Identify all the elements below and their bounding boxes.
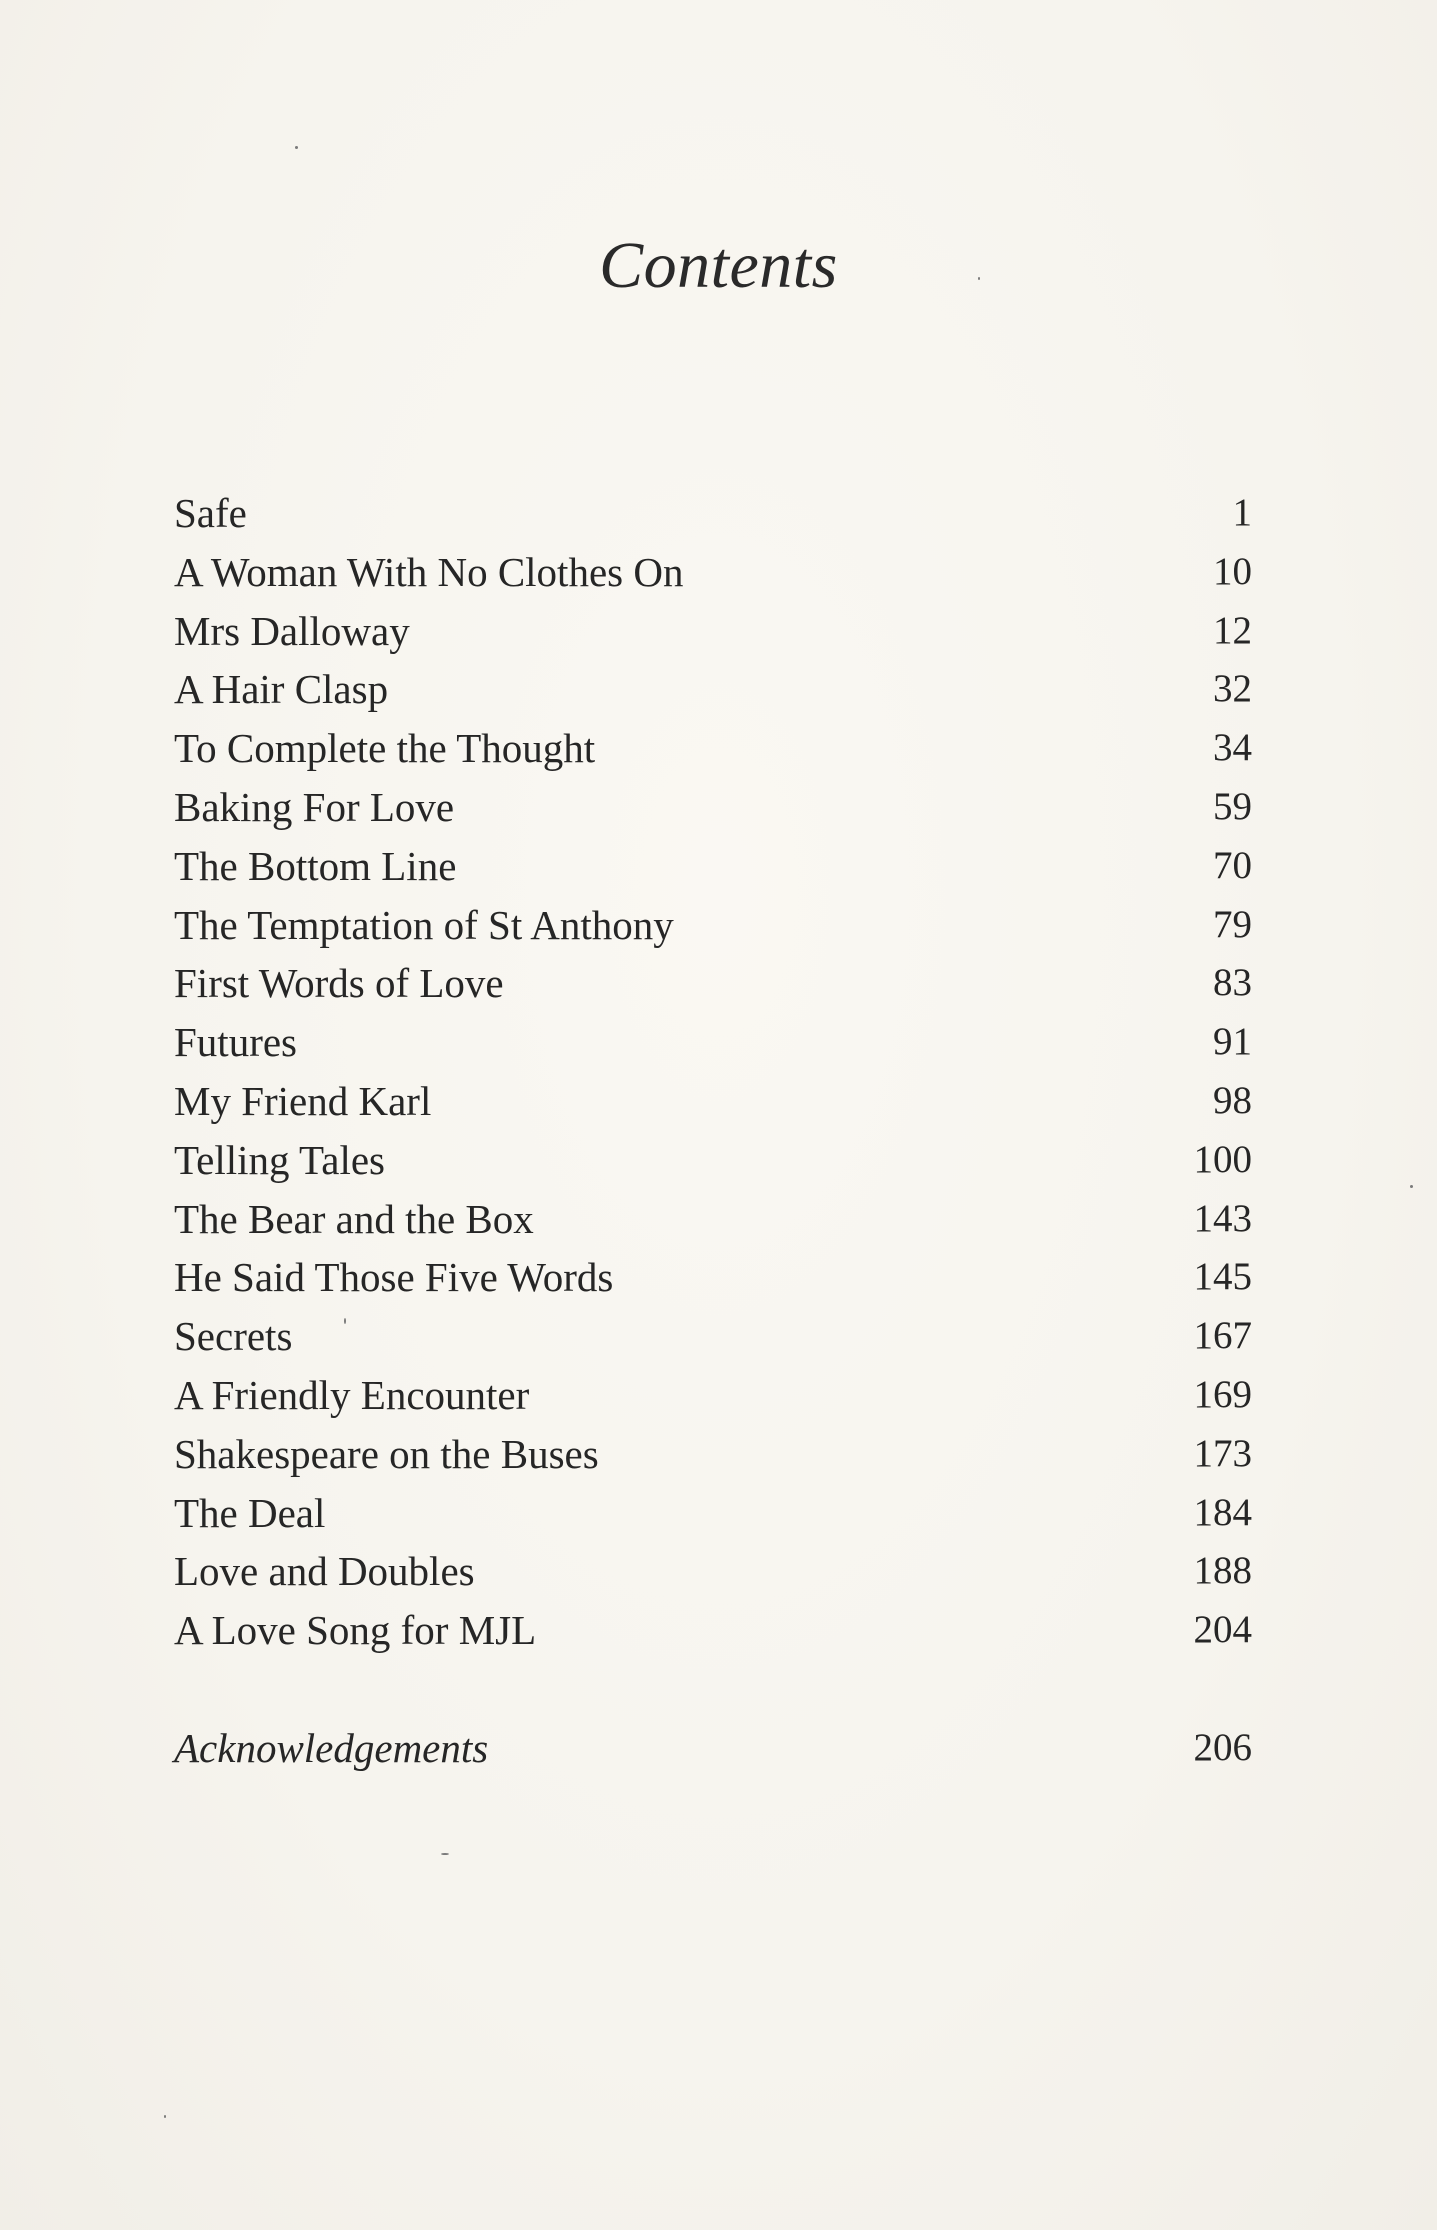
toc-entry-title: Telling Tales <box>174 1136 385 1183</box>
toc-entry-title: Safe <box>174 490 247 536</box>
toc-entry <box>174 1484 1252 1543</box>
toc-entry-page: 1 <box>1232 491 1252 534</box>
toc-entry-title: My Friend Karl <box>174 1077 432 1124</box>
toc-entry-page: 79 <box>1213 902 1252 946</box>
paper-speck <box>441 1853 449 1855</box>
paper-speck <box>344 1318 346 1324</box>
toc-entry <box>174 484 1252 543</box>
toc-entry-title: He Said Those Five Words <box>174 1254 614 1301</box>
toc-entry <box>174 660 1252 719</box>
toc-entry <box>174 1366 1252 1425</box>
toc-entry <box>174 837 1252 896</box>
toc-entry <box>174 1307 1252 1366</box>
toc-entry-page: 34 <box>1213 726 1252 770</box>
toc-entry-title: Mrs Dalloway <box>174 607 410 654</box>
toc-entry-title: The Deal <box>174 1489 326 1536</box>
paper-speck <box>1410 1185 1413 1188</box>
toc-entry-page: 91 <box>1213 1020 1252 1064</box>
table-of-contents <box>174 484 1252 1660</box>
toc-entry <box>174 1248 1252 1307</box>
toc-entry <box>174 1190 1252 1249</box>
acknowledgements-entry <box>174 1718 1252 1778</box>
paper-speck <box>978 277 980 280</box>
toc-entry <box>174 1542 1252 1601</box>
toc-entry <box>174 896 1252 955</box>
toc-entry-page: 70 <box>1213 843 1252 887</box>
toc-entry-title: Futures <box>174 1019 297 1066</box>
toc-entry-title: A Friendly Encounter <box>174 1371 530 1418</box>
toc-entry-page: 83 <box>1213 961 1252 1005</box>
toc-entry <box>174 1131 1252 1190</box>
toc-entry-title: Baking For Love <box>174 783 455 830</box>
toc-entry-page: 98 <box>1213 1078 1252 1122</box>
toc-entry-title: Love and Doubles <box>174 1548 475 1595</box>
paper-speck <box>164 2115 166 2118</box>
toc-entry-page: 188 <box>1193 1549 1252 1593</box>
toc-entry-title: The Temptation of St Anthony <box>174 901 674 948</box>
toc-entry-title: Shakespeare on the Buses <box>174 1430 599 1477</box>
toc-entry <box>174 602 1252 661</box>
toc-entry-page: 184 <box>1193 1490 1252 1534</box>
toc-entry-title: A Hair Clasp <box>174 666 389 713</box>
toc-entry <box>174 954 1252 1013</box>
toc-entry-title: The Bottom Line <box>174 842 457 889</box>
toc-entry <box>174 1072 1252 1131</box>
toc-entry <box>174 1425 1252 1484</box>
toc-entry-page: 32 <box>1213 667 1252 711</box>
toc-entry-page: 143 <box>1193 1196 1252 1240</box>
toc-entry-title: The Bear and the Box <box>174 1195 534 1242</box>
toc-entry-page: 169 <box>1193 1372 1252 1416</box>
toc-entry <box>174 1601 1252 1660</box>
toc-entry-page: 167 <box>1193 1314 1252 1358</box>
toc-entry-title: First Words of Love <box>174 960 504 1007</box>
toc-entry-page: 204 <box>1193 1608 1252 1652</box>
toc-entry-title: To Complete the Thought <box>174 725 596 772</box>
toc-entry-page: 12 <box>1213 608 1252 652</box>
toc-entry <box>174 719 1252 778</box>
toc-entry-page: 145 <box>1193 1255 1252 1299</box>
page-title: Contents <box>599 229 838 302</box>
toc-entry-title: Secrets <box>174 1313 293 1360</box>
paper-speck <box>295 146 298 149</box>
toc-entry-page: 100 <box>1193 1137 1252 1181</box>
toc-entry-title: A Woman With No Clothes On <box>174 548 684 595</box>
toc-entry <box>174 778 1252 837</box>
toc-entry-title: A Love Song for MJL <box>174 1607 537 1654</box>
toc-entry-page: 10 <box>1213 549 1252 593</box>
acknowledgements-page: 206 <box>1193 1726 1252 1769</box>
acknowledgements-title: Acknowledgements <box>174 1725 489 1771</box>
toc-entry <box>174 543 1252 602</box>
toc-entry <box>174 1013 1252 1072</box>
toc-entry-page: 173 <box>1193 1431 1252 1475</box>
toc-entry-page: 59 <box>1213 784 1252 828</box>
